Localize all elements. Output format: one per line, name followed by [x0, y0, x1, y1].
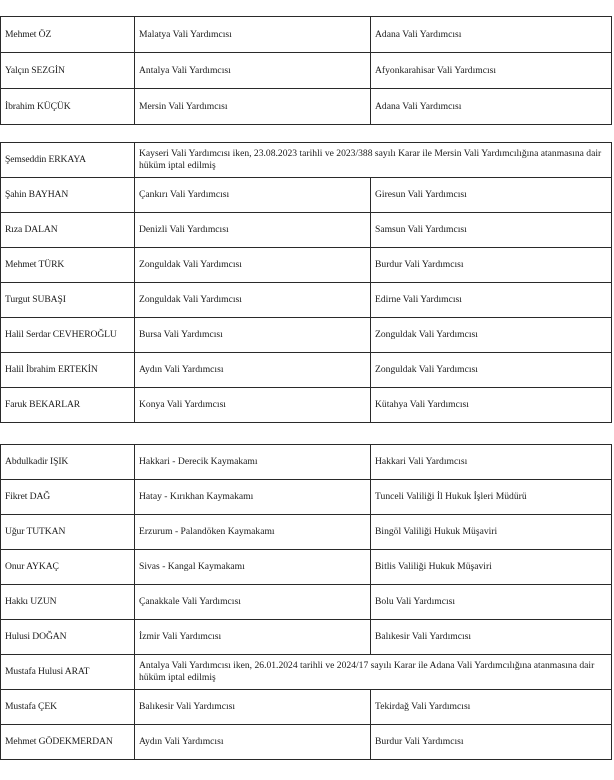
annulment-note-cell: Antalya Vali Yardımcısı iken, 26.01.2024 tarihli ve 2024/17 sayılı Karar ile Adana Vali Yardımcılığına atanmasına dair hüküm iptal edilmiş	[135, 655, 612, 690]
previous-post-cell: Aydın Vali Yardımcısı	[135, 725, 371, 760]
person-name-cell: Şahin BAYHAN	[1, 178, 135, 213]
table-row	[1, 283, 612, 318]
table-body	[1, 445, 612, 760]
table-row	[1, 213, 612, 248]
table-row	[1, 480, 612, 515]
person-name-cell: Hakkı UZUN	[1, 585, 135, 620]
new-post-cell: Balıkesir Vali Yardımcısı	[371, 620, 612, 655]
new-post-cell: Giresun Vali Yardımcısı	[371, 178, 612, 213]
new-post-cell: Samsun Vali Yardımcısı	[371, 213, 612, 248]
previous-post-cell: Antalya Vali Yardımcısı	[135, 53, 371, 89]
table-body	[1, 17, 612, 125]
annulment-note-cell: Kayseri Vali Yardımcısı iken, 23.08.2023 tarihli ve 2023/388 sayılı Karar ile Mersin Vali Yardımcılığına atanmasına dair hüküm iptal edilmiş	[135, 143, 612, 178]
previous-post-cell: Erzurum - Palandöken Kaymakamı	[135, 515, 371, 550]
person-name-cell: Rıza DALAN	[1, 213, 135, 248]
previous-post-cell: İzmir Vali Yardımcısı	[135, 620, 371, 655]
previous-post-cell: Balıkesir Vali Yardımcısı	[135, 690, 371, 725]
person-name-cell: Hulusi DOĞAN	[1, 620, 135, 655]
previous-post-cell: Sivas - Kangal Kaymakamı	[135, 550, 371, 585]
previous-post-cell: Zonguldak Vali Yardımcısı	[135, 283, 371, 318]
table-row	[1, 655, 612, 690]
table-row	[1, 143, 612, 178]
person-name-cell: Yalçın SEZGİN	[1, 53, 135, 89]
previous-post-cell: Çanakkale Vali Yardımcısı	[135, 585, 371, 620]
new-post-cell: Afyonkarahisar Vali Yardımcısı	[371, 53, 612, 89]
previous-post-cell: Konya Vali Yardımcısı	[135, 388, 371, 423]
table-row	[1, 89, 612, 125]
previous-post-cell: Denizli Vali Yardımcısı	[135, 213, 371, 248]
person-name-cell: İbrahim KÜÇÜK	[1, 89, 135, 125]
person-name-cell: Mustafa Hulusi ARAT	[1, 655, 135, 690]
appointment-table-3	[0, 444, 612, 760]
person-name-cell: Onur AYKAÇ	[1, 550, 135, 585]
person-name-cell: Şemseddin ERKAYA	[1, 143, 135, 178]
person-name-cell: Mehmet GÖDEKMERDAN	[1, 725, 135, 760]
new-post-cell: Bolu Vali Yardımcısı	[371, 585, 612, 620]
table-row	[1, 17, 612, 53]
previous-post-cell: Bursa Vali Yardımcısı	[135, 318, 371, 353]
appointment-table-1	[0, 16, 612, 125]
new-post-cell: Kütahya Vali Yardımcısı	[371, 388, 612, 423]
previous-post-cell: Zonguldak Vali Yardımcısı	[135, 248, 371, 283]
previous-post-cell: Malatya Vali Yardımcısı	[135, 17, 371, 53]
person-name-cell: Fikret DAĞ	[1, 480, 135, 515]
table-row	[1, 353, 612, 388]
new-post-cell: Edirne Vali Yardımcısı	[371, 283, 612, 318]
table-row	[1, 178, 612, 213]
previous-post-cell: Hatay - Kırıkhan Kaymakamı	[135, 480, 371, 515]
new-post-cell: Bitlis Valiliği Hukuk Müşaviri	[371, 550, 612, 585]
person-name-cell: Uğur TUTKAN	[1, 515, 135, 550]
person-name-cell: Mehmet TÜRK	[1, 248, 135, 283]
table-row	[1, 550, 612, 585]
table-row	[1, 318, 612, 353]
new-post-cell: Adana Vali Yardımcısı	[371, 89, 612, 125]
person-name-cell: Halil İbrahim ERTEKİN	[1, 353, 135, 388]
table-row	[1, 388, 612, 423]
person-name-cell: Faruk BEKARLAR	[1, 388, 135, 423]
new-post-cell: Hakkari Vali Yardımcısı	[371, 445, 612, 480]
table-row	[1, 725, 612, 760]
person-name-cell: Abdulkadir IŞIK	[1, 445, 135, 480]
previous-post-cell: Hakkari - Derecik Kaymakamı	[135, 445, 371, 480]
new-post-cell: Burdur Vali Yardımcısı	[371, 248, 612, 283]
table-row	[1, 585, 612, 620]
table-row	[1, 445, 612, 480]
person-name-cell: Mehmet ÖZ	[1, 17, 135, 53]
table-row	[1, 515, 612, 550]
table-body	[1, 143, 612, 423]
new-post-cell: Zonguldak Vali Yardımcısı	[371, 353, 612, 388]
table-row	[1, 248, 612, 283]
table-row	[1, 620, 612, 655]
new-post-cell: Tunceli Valiliği İl Hukuk İşleri Müdürü	[371, 480, 612, 515]
previous-post-cell: Çankırı Vali Yardımcısı	[135, 178, 371, 213]
person-name-cell: Halil Serdar CEVHEROĞLU	[1, 318, 135, 353]
new-post-cell: Burdur Vali Yardımcısı	[371, 725, 612, 760]
table-row	[1, 53, 612, 89]
new-post-cell: Zonguldak Vali Yardımcısı	[371, 318, 612, 353]
previous-post-cell: Mersin Vali Yardımcısı	[135, 89, 371, 125]
table-row	[1, 690, 612, 725]
appointment-table-2	[0, 142, 612, 423]
new-post-cell: Adana Vali Yardımcısı	[371, 17, 612, 53]
new-post-cell: Tekirdağ Vali Yardımcısı	[371, 690, 612, 725]
previous-post-cell: Aydın Vali Yardımcısı	[135, 353, 371, 388]
new-post-cell: Bingöl Valiliği Hukuk Müşaviri	[371, 515, 612, 550]
person-name-cell: Mustafa ÇEK	[1, 690, 135, 725]
person-name-cell: Turgut SUBAŞI	[1, 283, 135, 318]
